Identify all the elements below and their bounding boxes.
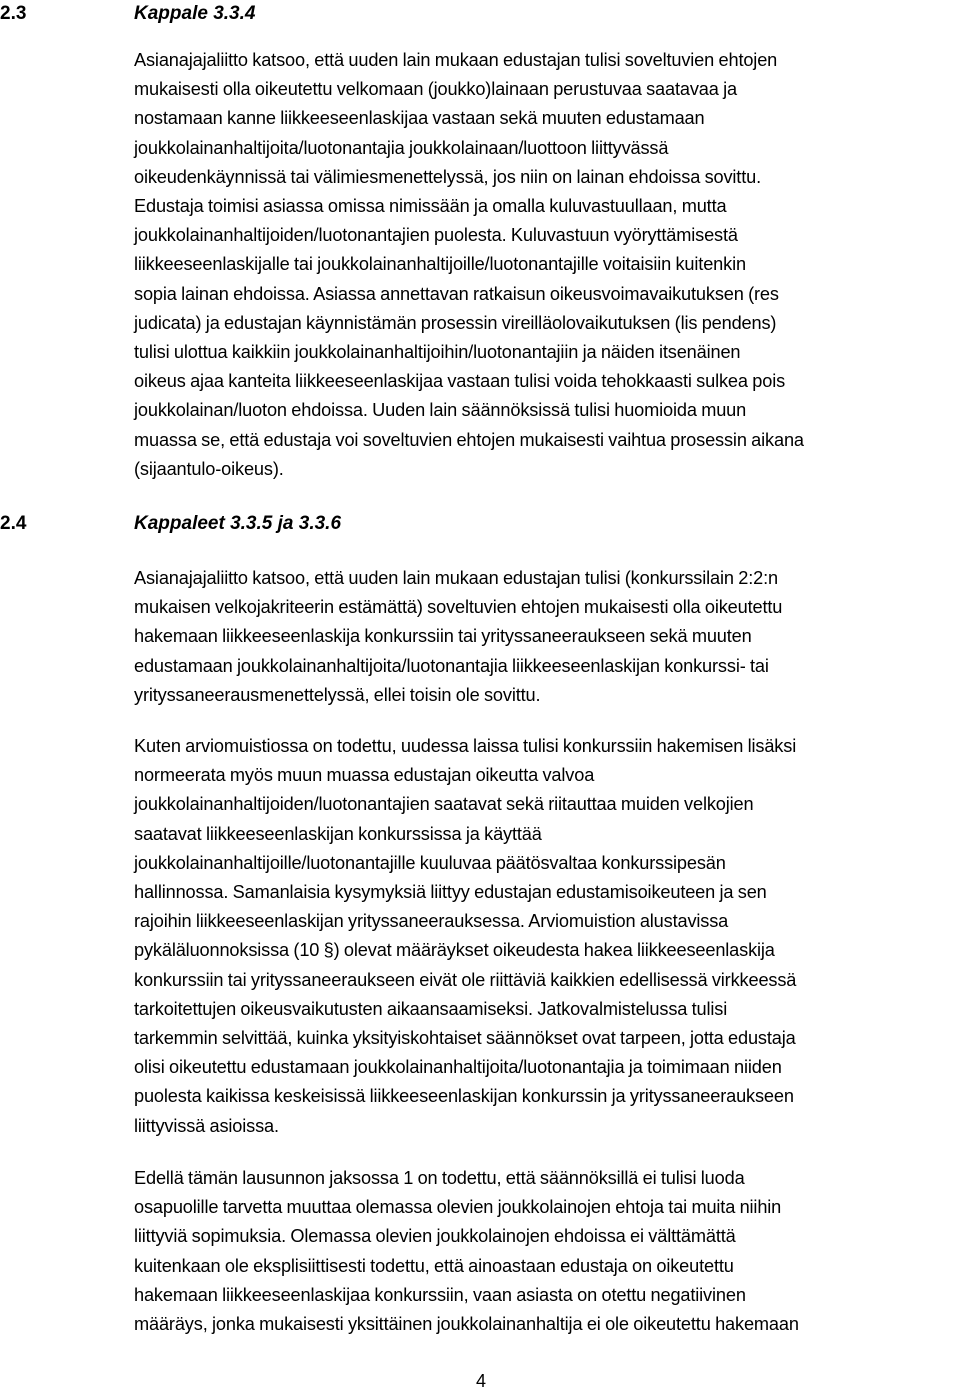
text-line: pykäläluonnoksissa (10 §) olevat määräykset oikeudesta hakea liikkeeseenlaskija (134, 940, 775, 961)
page-number: 4 (476, 1371, 487, 1391)
text-line: kuitenkaan ole eksplisiittisesti todettu, että ainoastaan edustaja on oikeutettu (134, 1255, 734, 1276)
section-heading (0, 2, 255, 26)
text-line: mukaisesti olla oikeutettu velkomaan (joukko)lainaan perustuvaa saatavaa ja (134, 79, 737, 100)
section-number: 2.4 (0, 513, 27, 534)
text-line: (sijaantulo-oikeus). (134, 458, 284, 479)
text-line: mukaisen velkojakriteerin estämättä) soveltuvien ehtojen mukaisesti olla oikeutettu (134, 597, 783, 618)
text-line: yrityssaneerausmenettelyssä, ellei toisin ole sovittu. (134, 684, 541, 705)
text-line: hakemaan liikkeeseenlaskijaa konkurssiin, vaan asiasta on otettu negatiivinen (134, 1284, 746, 1305)
text-line: tarkoitettujen oikeusvaikutusten aikaansaamiseksi. Jatkovalmistelussa tulisi (134, 998, 728, 1019)
text-line: Asianajajaliitto katsoo, että uuden lain mukaan edustajan tulisi (konkurssilain 2:2:n (134, 568, 778, 588)
paragraph (134, 564, 956, 710)
text-line: joukkolainanhaltijoiden/luotonantajien saatavat sekä riitauttaa muiden velkojien (134, 794, 754, 815)
text-line: joukkolainanhaltijoille/luotonantajille kuuluvaa päätösvaltaa konkurssipesän (134, 852, 726, 873)
text-line: joukkolainan/luoton ehdoissa. Uuden lain säännöksissä tulisi huomioida muun (134, 400, 747, 421)
text-line: olisi oikeutettu edustamaan joukkolainanhaltijoita/luotonantajia ja toimimaan niiden (134, 1057, 782, 1078)
text-line: liikkeeseenlaskijalle tai joukkolainanhaltijoille/luotonantajille voitaisiin kuitenkin (134, 254, 746, 275)
text-line: rajoihin liikkeeseenlaskijan yrityssaneerauksessa. Arviomuistion alustavissa (134, 911, 729, 932)
text-line: nostamaan kanne liikkeeseenlaskijaa vastaan sekä muuten edustamaan (134, 108, 705, 129)
text-line: hallinnossa. Samanlaisia kysymyksiä liittyy edustajan edustamisoikeuteen ja sen (134, 882, 767, 903)
text-line: saatavat liikkeeseenlaskijan konkurssissa ja käyttää (134, 823, 542, 844)
paragraph (134, 1164, 956, 1339)
text-line: tarkemmin selvittää, kuinka yksityiskohtaiset säännökset ovat tarpeen, jotta edustaja (134, 1028, 796, 1049)
section-heading (0, 512, 341, 536)
text-line: liittyviä sopimuksia. Olemassa olevien joukkolainojen ehdoissa ei välttämättä (134, 1226, 736, 1247)
text-line: oikeus ajaa kanteita liikkeeseenlaskijaa vastaan tulisi voida tehokkaasti sulkea pois (134, 371, 786, 392)
text-line: osapuolille tarvetta muuttaa olemassa olevien joukkolainojen ehtoja tai muita niihin (134, 1197, 782, 1218)
section-title: Kappale 3.3.4 (134, 3, 256, 24)
text-line: sopia lainan ehdoissa. Asiassa annettavan ratkaisun oikeusvoimavaikutuksen (res (134, 283, 779, 304)
text-line: tulisi ulottua kaikkiin joukkolainanhaltijoihin/luotonantajiin ja näiden itsenäinen (134, 342, 741, 363)
text-line: normeerata myös muun muassa edustajan oikeutta valvoa (134, 765, 595, 786)
text-line: oikeudenkäynnissä tai välimiesmenettelyssä, jos niin on lainan ehdoissa sovittu. (134, 166, 761, 187)
text-line: muassa se, että edustaja voi soveltuvien ehtojen mukaisesti vaihtua prosessin aikana (134, 429, 804, 450)
text-line: Edellä tämän lausunnon jaksossa 1 on todettu, että säännöksillä ei tulisi luoda (134, 1168, 745, 1188)
text-line: Asianajajaliitto katsoo, että uuden lain mukaan edustajan tulisi soveltuvien ehtojen (134, 50, 778, 70)
text-line: joukkolainanhaltijoiden/luotonantajien puolesta. Kuluvastuun vyöryttämisestä (134, 225, 738, 246)
section-title: Kappaleet 3.3.5 ja 3.3.6 (134, 513, 342, 534)
text-line: konkurssiin tai yrityssaneeraukseen eivät ole riittäviä kaikkien edellisessä virkkeessä (134, 969, 797, 990)
text-line: joukkolainanhaltijoita/luotonantajia joukkolainaan/luottoon liittyvässä (134, 137, 669, 158)
text-line: hakemaan liikkeeseenlaskija konkurssiin tai yrityssaneeraukseen sekä muuten (134, 626, 752, 647)
text-line: määräys, jonka mukaisesti yksittäinen joukkolainanhaltija ei ole oikeutettu hakemaan (134, 1314, 799, 1335)
text-line: edustamaan joukkolainanhaltijoita/luotonantajia liikkeeseenlaskijan konkurssi- tai (134, 655, 769, 676)
text-line: liittyvissä asioissa. (134, 1115, 279, 1136)
paragraph (134, 732, 956, 1141)
text-line: puolesta kaikissa keskeisissä liikkeeseenlaskijan konkurssin ja yrityssaneeraukseen (134, 1086, 794, 1107)
section-number: 2.3 (0, 3, 27, 24)
paragraph (134, 46, 956, 484)
text-line: Kuten arviomuistiossa on todettu, uudessa laissa tulisi konkurssiin hakemisen lisäksi (134, 736, 797, 756)
text-line: judicata) ja edustajan käynnistämän prosessin vireilläolovaikutuksen (lis pendens) (134, 312, 777, 333)
text-line: Edustaja toimisi asiassa omissa nimissään ja omalla kuluvastuullaan, mutta (134, 196, 727, 217)
